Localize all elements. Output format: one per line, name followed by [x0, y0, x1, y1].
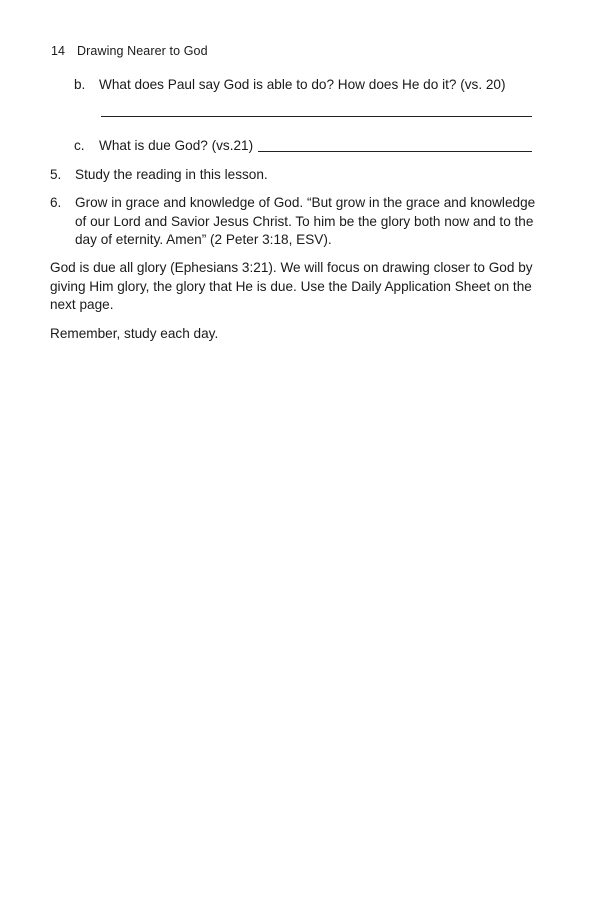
list-number: 5. — [50, 167, 62, 182]
body-paragraph: God is due all glory (Ephesians 3:21). We will focus on drawing closer to God by giving Him glory, the glory that He is due. Use the Daily Application Sheet on the next page. — [50, 260, 533, 312]
running-title: Drawing Nearer to God — [77, 44, 208, 58]
question-text: What is due God? (vs.21) — [99, 138, 254, 153]
question-letter: b. — [74, 77, 86, 92]
list-item-text: Study the reading in this lesson. — [75, 167, 268, 182]
closing-line: Remember, study each day. — [50, 326, 219, 341]
question-letter: c. — [74, 138, 85, 153]
list-item-text: Grow in grace and knowledge of God. “But grow in the grace and knowledge of our Lord and Savior Jesus Christ. To him be the glory both now and to the day of eternity. Amen” (2 Peter 3:18, ESV). — [75, 195, 536, 247]
page-number: 14 — [51, 44, 66, 58]
running-header — [51, 44, 208, 58]
answer-line-c[interactable] — [258, 151, 532, 152]
list-number: 6. — [50, 195, 62, 210]
question-text: What does Paul say God is able to do? How does He do it? (vs. 20) — [99, 77, 506, 92]
answer-line-b[interactable] — [101, 116, 532, 117]
